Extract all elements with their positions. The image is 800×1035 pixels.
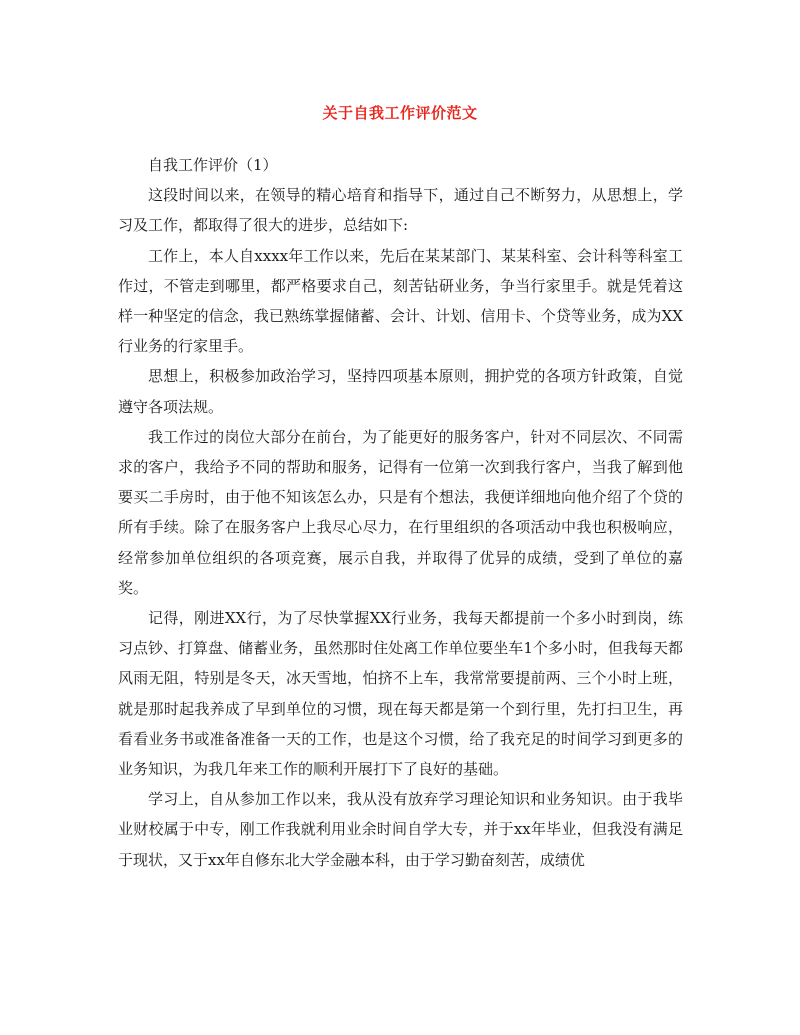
body-paragraph: 记得，刚进XX行，为了尽快掌握XX行业务，我每天都提前一个多小时到岗，练习点钞、打算盘、储蓄业务，虽然那时住处离工作单位要坐车1个多小时，但我每天都风雨无阻，特别是冬天，冰天雪地，怕挤不上车，我常常要提前两、三个小时上班，就是那时起我养成了早到单位的习惯，现在每天都是第一个到行里，先打扫卫生，再看看业务书或准备准备一天的工作，也是这个习惯，给了我充足的时间学习到更多的业务知识，为我几年来工作的顺利开展打下了良好的基础。 xyxy=(118,609,683,779)
body-paragraph: 思想上，积极参加政治学习，坚持四项基本原则，拥护党的各项方针政策，自觉遵守各项法规。 xyxy=(118,367,683,416)
section-heading: 自我工作评价（1） xyxy=(148,156,278,174)
document-body xyxy=(118,150,683,875)
body-paragraph: 我工作过的岗位大部分在前台，为了能更好的服务客户，针对不同层次、不同需求的客户，我给予不同的帮助和服务，记得有一位第一次到我行客户，当我了解到他要买二手房时，由于他不知该怎么办，只是有个想法，我便详细地向他介绍了个贷的所有手续。除了在服务客户上我尽心尽力，在行里组织的各项活动中我也积极响应，经常参加单位组织的各项竞赛，展示自我，并取得了优异的成绩，受到了单位的嘉奖。 xyxy=(118,427,683,597)
document-title: 关于自我工作评价范文 xyxy=(322,104,478,122)
body-paragraph: 这段时间以来，在领导的精心培育和指导下，通过自己不断努力，从思想上，学习及工作，都取得了很大的进步，总结如下: xyxy=(118,186,683,235)
body-paragraph: 工作上，本人自xxxx年工作以来，先后在某某部门、某某科室、会计科等科室工作过，不管走到哪里，都严格要求自己，刻苦钻研业务，争当行家里手。就是凭着这样一种坚定的信念，我已熟练掌握储蓄、会计、计划、信用卡、个贷等业务，成为XX行业务的行家里手。 xyxy=(118,246,683,356)
body-paragraph: 学习上，自从参加工作以来，我从没有放弃学习理论知识和业务知识。由于我毕业财校属于中专，刚工作我就利用业余时间自学大专，并于xx年毕业，但我没有满足于现状，又于xx年自修东北大学金融本科，由于学习勤奋刻苦，成绩优 xyxy=(118,790,683,869)
